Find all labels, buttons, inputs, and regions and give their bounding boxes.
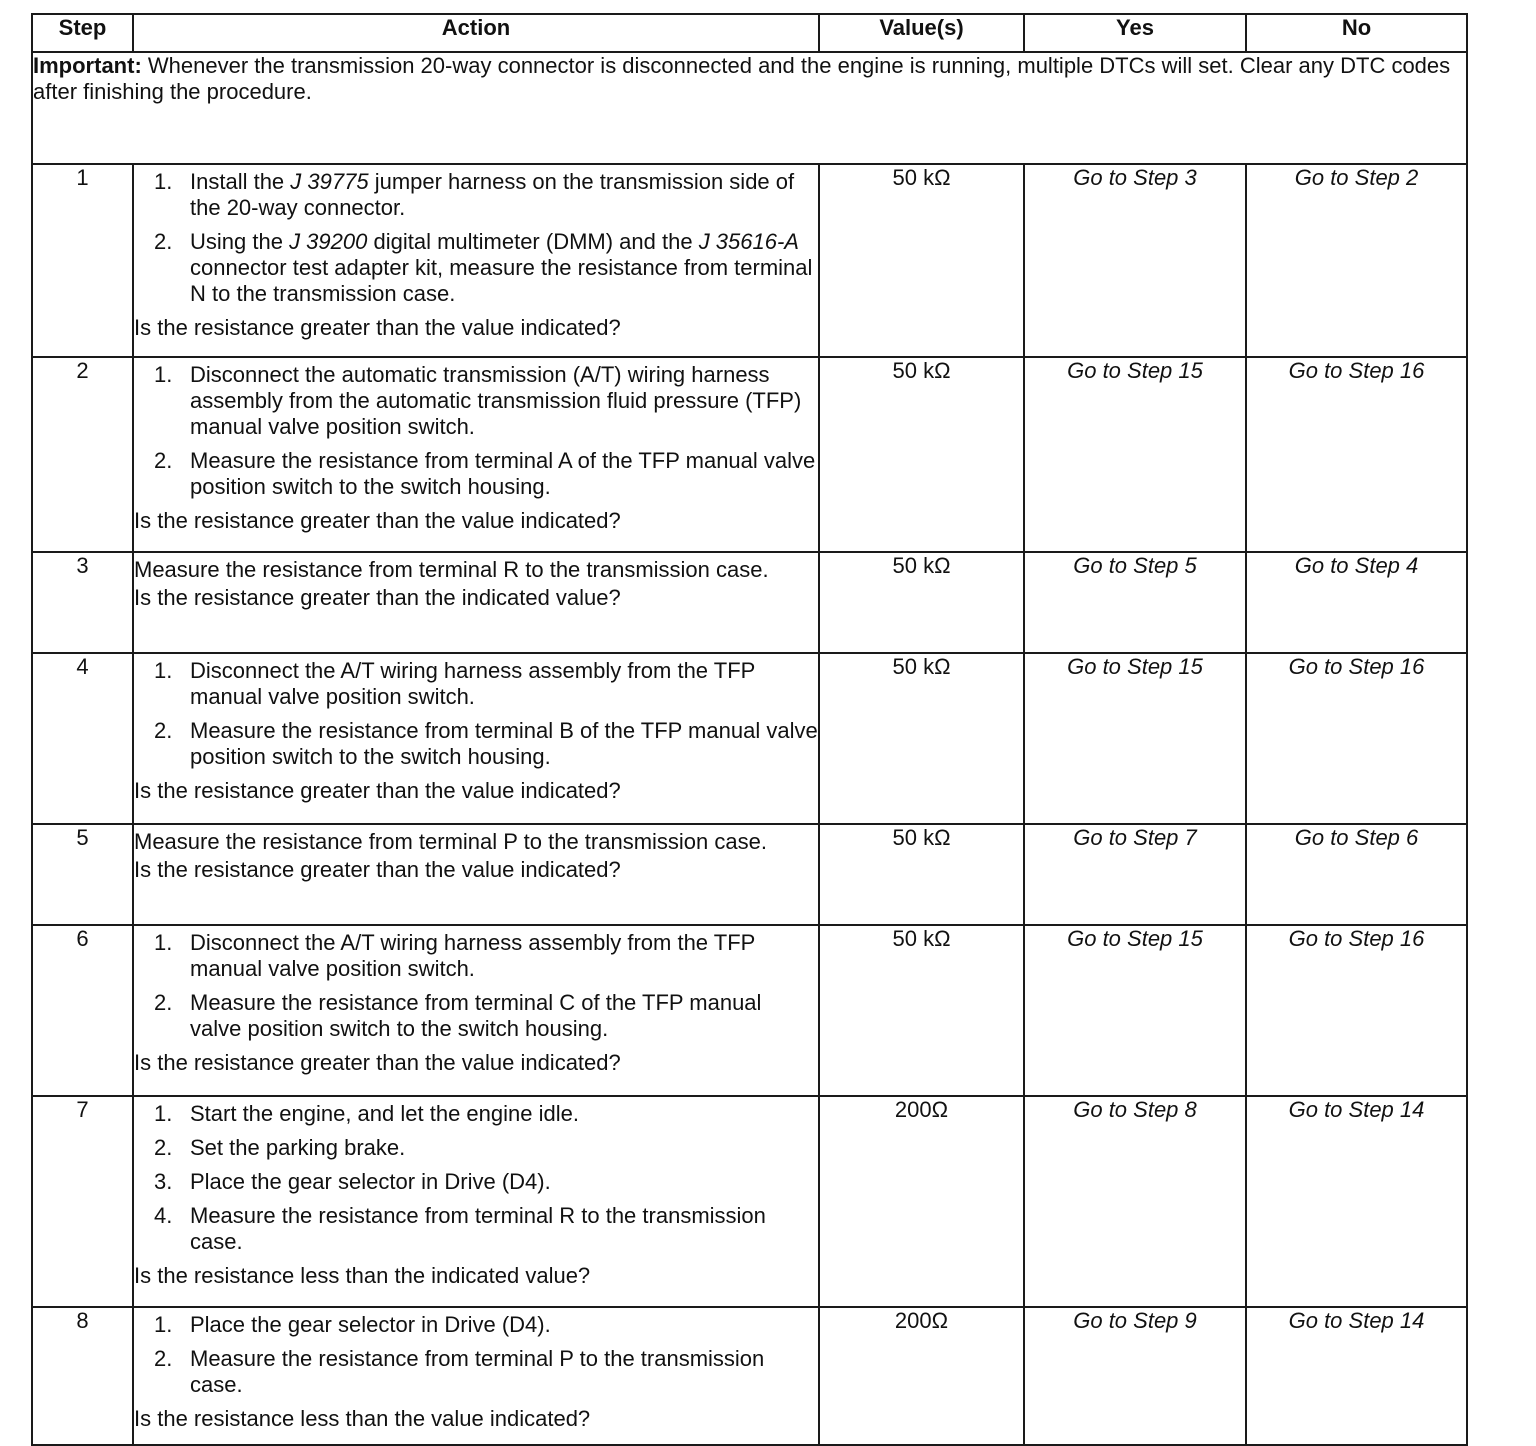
action-steps-list [134,658,818,770]
item-number: 3. [154,1169,173,1194]
step-number: 5 [32,824,133,925]
yes-cell: Go to Step 15 [1024,653,1246,824]
header-row [32,14,1467,52]
item-text: Disconnect the A/T wiring harness assembly from the TFP manual valve position switch. [190,930,755,981]
item-number: 2. [154,1346,173,1371]
action-question: Is the resistance greater than the value indicated? [134,508,621,533]
action-step-item [154,1312,818,1338]
yes-cell: Go to Step 9 [1024,1307,1246,1445]
step-number: 6 [32,925,133,1096]
table-row [32,164,1467,357]
step-number: 3 [32,552,133,653]
no-cell: Go to Step 6 [1246,824,1467,925]
value-cell: 50 kΩ [819,824,1024,925]
item-text: Measure the resistance from terminal A of the TFP manual valve position switch to the switch housing. [190,448,816,499]
item-text: Set the parking brake. [190,1135,406,1160]
action-step-item [154,1135,818,1161]
item-text: Place the gear selector in Drive (D4). [190,1312,551,1337]
item-number: 2. [154,990,173,1015]
action-cell [133,164,819,357]
action-step-item [154,1346,818,1398]
value-cell: 50 kΩ [819,357,1024,552]
item-text: Measure the resistance from terminal R to the transmission case. [190,1203,766,1254]
yes-cell: Go to Step 8 [1024,1096,1246,1307]
action-question: Is the resistance greater than the value indicated? [134,857,621,882]
action-question: Is the resistance less than the indicated value? [134,1263,591,1288]
no-cell: Go to Step 4 [1246,552,1467,653]
action-question: Is the resistance greater than the value indicated? [134,1050,621,1075]
action-step-item [154,1203,818,1255]
action-steps-list [134,1101,818,1255]
action-step-item [154,930,818,982]
action-cell [133,357,819,552]
important-row [32,52,1467,164]
table-row [32,925,1467,1096]
action-question: Is the resistance greater than the indicated value? [134,585,621,610]
action-question: Is the resistance less than the value indicated? [134,1406,591,1431]
item-number: 2. [154,229,173,254]
item-number: 2. [154,718,173,743]
tool-reference: J 39775 [290,169,369,194]
yes-cell: Go to Step 3 [1024,164,1246,357]
tool-reference: J 35616-A [698,229,799,254]
no-cell: Go to Step 16 [1246,357,1467,552]
action-step-item [154,1169,818,1195]
header-action: Action [133,14,819,52]
value-cell: 200Ω [819,1096,1024,1307]
step-number: 4 [32,653,133,824]
action-step-item [154,229,818,307]
item-number: 1. [154,930,173,955]
action-text: Measure the resistance from terminal P to the transmission case. [134,829,767,854]
action-cell [133,552,819,653]
step-number: 7 [32,1096,133,1307]
item-text: Start the engine, and let the engine idle. [190,1101,579,1126]
action-question: Is the resistance greater than the value indicated? [134,778,621,803]
no-cell: Go to Step 14 [1246,1307,1467,1445]
item-number: 1. [154,1101,173,1126]
table-row [32,1307,1467,1445]
action-steps-list [134,362,818,500]
action-step-item [154,658,818,710]
yes-cell: Go to Step 15 [1024,357,1246,552]
value-cell: 50 kΩ [819,164,1024,357]
diagnostic-table [31,13,1468,1446]
item-text: digital multimeter (DMM) and the [367,229,699,254]
item-number: 2. [154,448,173,473]
action-steps-list [134,169,818,307]
item-text: Disconnect the A/T wiring harness assembly from the TFP manual valve position switch. [190,658,755,709]
value-cell: 50 kΩ [819,925,1024,1096]
value-cell: 200Ω [819,1307,1024,1445]
table-row [32,357,1467,552]
item-text: Measure the resistance from terminal P to the transmission case. [190,1346,765,1397]
item-text: Place the gear selector in Drive (D4). [190,1169,551,1194]
header-no: No [1246,14,1467,52]
action-step-item [154,990,818,1042]
item-number: 2. [154,1135,173,1160]
action-cell [133,1096,819,1307]
table-row [32,653,1467,824]
action-step-item [154,169,818,221]
action-step-item [154,362,818,440]
item-text: jumper harness on the transmission side of the 20-way connector. [190,169,795,220]
important-text: Whenever the transmission 20-way connector is disconnected and the engine is running, multiple DTCs will set. Clear any DTC codes after finishing the procedure. [33,53,1451,104]
yes-cell: Go to Step 5 [1024,552,1246,653]
item-number: 1. [154,169,173,194]
no-cell: Go to Step 2 [1246,164,1467,357]
action-cell [133,1307,819,1445]
item-number: 4. [154,1203,173,1228]
header-values: Value(s) [819,14,1024,52]
action-steps-list [134,930,818,1042]
action-step-item [154,1101,818,1127]
header-step: Step [32,14,133,52]
no-cell: Go to Step 16 [1246,925,1467,1096]
item-text: Measure the resistance from terminal C of the TFP manual valve position switch to the switch housing. [190,990,762,1041]
step-number: 1 [32,164,133,357]
yes-cell: Go to Step 7 [1024,824,1246,925]
item-number: 1. [154,362,173,387]
item-text: connector test adapter kit, measure the resistance from terminal N to the transmission case. [190,255,813,306]
action-step-item [154,448,818,500]
action-cell [133,925,819,1096]
yes-cell: Go to Step 15 [1024,925,1246,1096]
important-note [32,52,1467,164]
action-question: Is the resistance greater than the value indicated? [134,315,621,340]
value-cell: 50 kΩ [819,653,1024,824]
item-number: 1. [154,1312,173,1337]
item-text: Measure the resistance from terminal B of the TFP manual valve position switch to the switch housing. [190,718,818,769]
item-text: Using the [190,229,290,254]
action-step-item [154,718,818,770]
no-cell: Go to Step 16 [1246,653,1467,824]
action-text: Measure the resistance from terminal R to the transmission case. [134,557,769,582]
no-cell: Go to Step 14 [1246,1096,1467,1307]
item-text: Install the [190,169,291,194]
step-number: 2 [32,357,133,552]
header-yes: Yes [1024,14,1246,52]
tool-reference: J 39200 [289,229,368,254]
item-text: Disconnect the automatic transmission (A/T) wiring harness assembly from the automatic transmission fluid pressure (TFP) manual valve position switch. [190,362,802,439]
action-cell [133,653,819,824]
action-steps-list [134,1312,818,1398]
table-row [32,552,1467,653]
table-row [32,1096,1467,1307]
value-cell: 50 kΩ [819,552,1024,653]
action-cell [133,824,819,925]
table-row [32,824,1467,925]
item-number: 1. [154,658,173,683]
important-label: Important: [33,53,142,78]
step-number: 8 [32,1307,133,1445]
